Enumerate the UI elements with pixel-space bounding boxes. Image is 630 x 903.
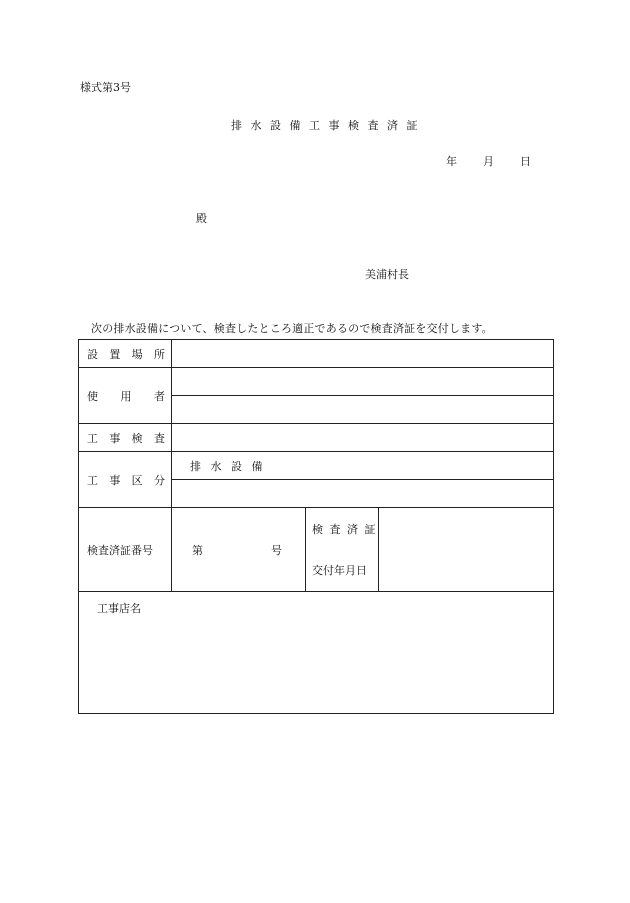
certificate-number-value[interactable]: [172, 508, 306, 592]
issuer-name: 美浦村長: [365, 268, 409, 281]
installation-place-value[interactable]: [172, 340, 554, 368]
row-contractor: [79, 592, 554, 714]
construction-category-value-line-2[interactable]: [172, 480, 554, 508]
contractor-label: 工事店名: [97, 602, 141, 615]
number-suffix: 号: [271, 543, 282, 557]
construction-category-label: 工 事 区 分: [79, 452, 172, 508]
form-number: 様式第3号: [80, 81, 131, 94]
row-construction-category-1: [79, 452, 554, 480]
user-label: 使 用 者: [79, 368, 172, 424]
issue-label-bottom: 交付年月日: [312, 564, 367, 577]
contractor-cell[interactable]: [79, 592, 554, 714]
issue-date-value[interactable]: [379, 508, 554, 592]
user-value-line-1[interactable]: [172, 368, 554, 396]
certificate-number-label: 検査済証番号: [79, 508, 172, 592]
issue-label-top: 検 査 済 証: [312, 523, 377, 536]
document-title: 排 水 設 備 工 事 検 査 済 証: [231, 119, 420, 132]
addressee-honorific: 殿: [196, 212, 207, 225]
installation-place-label: 設 置 場 所: [79, 340, 172, 368]
construction-inspection-value[interactable]: [172, 424, 554, 452]
row-certificate-number: [79, 508, 554, 592]
date-month-label: 月: [483, 155, 494, 168]
date-year-label: 年: [446, 155, 457, 168]
row-installation-place: [79, 340, 554, 368]
construction-inspection-label: 工 事 検 査: [79, 424, 172, 452]
issue-date-label-cell: [306, 508, 379, 592]
row-user-1: [79, 368, 554, 396]
user-value-line-2[interactable]: [172, 396, 554, 424]
intro-statement: 次の排水設備について、検査したところ適正であるので検査済証を交付します。: [91, 322, 493, 335]
issue-date-line: [446, 155, 531, 169]
row-construction-inspection: [79, 424, 554, 452]
date-day-label: 日: [520, 155, 531, 168]
construction-category-value: 排 水 設 備: [172, 452, 554, 480]
certificate-table: [78, 339, 554, 714]
number-prefix: 第: [192, 543, 203, 557]
